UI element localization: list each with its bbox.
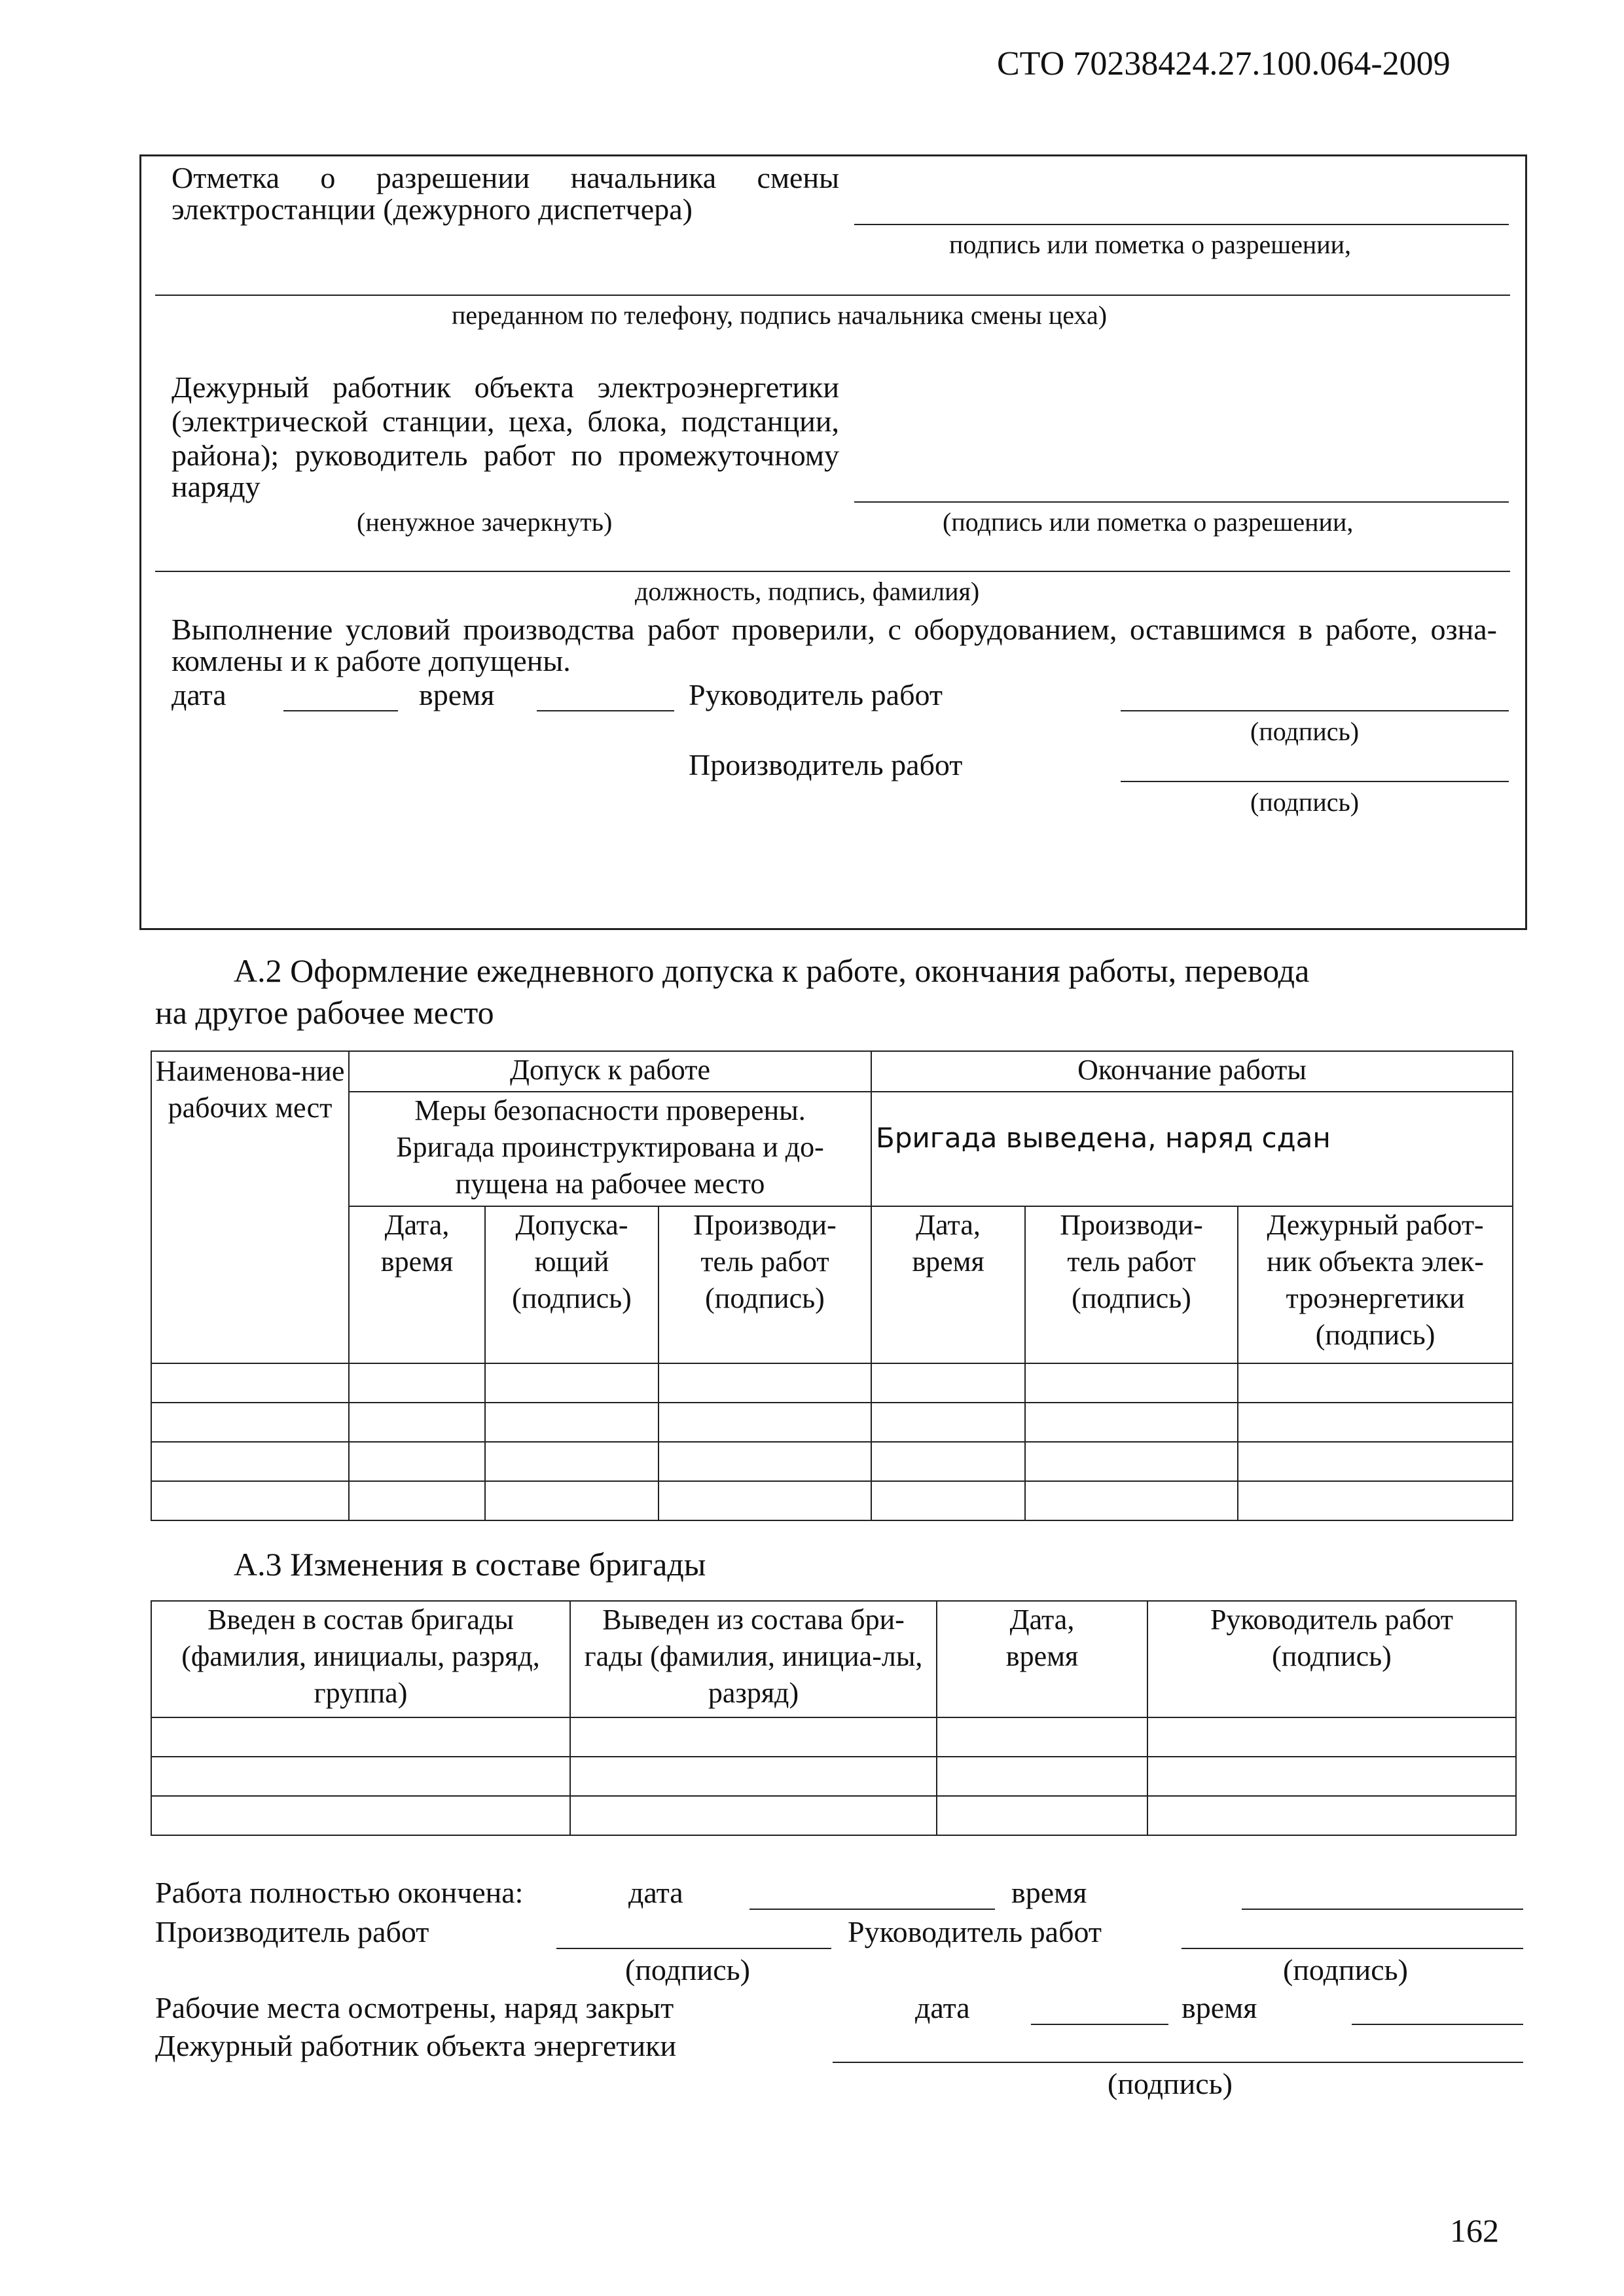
duty-worker-label-3: района); руководитель работ по промежуточному	[171, 439, 839, 472]
caption-signature-2: (подпись или пометка о разрешении,	[943, 507, 1354, 537]
date-line	[1031, 2024, 1168, 2025]
signature-caption: (подпись)	[1108, 2067, 1233, 2100]
time-line	[1352, 2024, 1523, 2025]
section-a2-title: А.2 Оформление ежедневного допуска к работе, окончания работы, перевода	[234, 952, 1310, 989]
col-added: Введен в состав бригады (фамилия, инициалы, разряд, группа)	[151, 1601, 570, 1717]
end-note: Бригада выведена, наряд сдан	[871, 1092, 1513, 1206]
table-cell[interactable]	[937, 1717, 1147, 1757]
table-cell[interactable]	[151, 1481, 349, 1520]
date-label: дата	[628, 1876, 683, 1909]
table-cell[interactable]	[349, 1363, 485, 1403]
signature-line	[854, 501, 1509, 503]
admission-table	[151, 1050, 1513, 1521]
duty-worker-label: Дежурный работник объекта энергетики	[155, 2029, 677, 2062]
group-admission: Допуск к работе	[349, 1051, 871, 1092]
leader-signature-line	[1121, 710, 1509, 711]
table-cell[interactable]	[659, 1481, 871, 1520]
brigade-changes-table	[151, 1600, 1517, 1836]
leader-label: Руководитель работ	[848, 1915, 1102, 1948]
signature-caption: (подпись)	[625, 1953, 750, 1986]
table-cell[interactable]	[1025, 1363, 1238, 1403]
table-cell[interactable]	[937, 1757, 1147, 1796]
col-datetime: Дата, время	[937, 1601, 1147, 1717]
duty-worker-label-1: Дежурный работник объекта электроэнергетики	[171, 370, 839, 404]
table-cell[interactable]	[659, 1403, 871, 1442]
table-cell[interactable]	[485, 1442, 659, 1481]
work-leader-label: Руководитель работ	[689, 678, 943, 711]
duty-worker-label-2: (электрической станции, цеха, блока, подстанции,	[171, 404, 839, 438]
work-complete-label: Работа полностью окончена:	[155, 1876, 524, 1909]
date-line	[749, 1909, 995, 1910]
time-label: время	[1182, 1991, 1257, 2024]
date-line	[283, 710, 398, 711]
strike-note: (ненужное зачеркнуть)	[357, 507, 613, 537]
col-leader: Руководитель работ (подпись)	[1147, 1601, 1516, 1717]
table-cell[interactable]	[349, 1442, 485, 1481]
table-cell[interactable]	[1238, 1481, 1513, 1520]
table-cell[interactable]	[151, 1403, 349, 1442]
table-cell[interactable]	[659, 1442, 871, 1481]
table-cell[interactable]	[871, 1403, 1025, 1442]
table-cell[interactable]	[485, 1363, 659, 1403]
table-cell[interactable]	[871, 1363, 1025, 1403]
table-row	[151, 1481, 1513, 1520]
table-cell[interactable]	[1238, 1442, 1513, 1481]
duty-signature-line	[833, 2062, 1523, 2063]
page-number: 162	[1450, 2212, 1499, 2249]
signature-caption: (подпись)	[1250, 717, 1360, 746]
col-removed: Выведен из состава бри-гады (фамилия, инициа-лы, разряд)	[570, 1601, 937, 1717]
table-cell[interactable]	[151, 1796, 570, 1835]
table-row	[151, 1796, 1516, 1835]
duty-worker-label-4: наряду	[171, 470, 261, 503]
full-line	[155, 571, 1510, 572]
table-cell[interactable]	[1025, 1481, 1238, 1520]
section-a3-title: А.3 Изменения в составе бригады	[234, 1546, 706, 1583]
signature-line	[854, 224, 1509, 225]
table-cell[interactable]	[1025, 1442, 1238, 1481]
table-cell[interactable]	[151, 1363, 349, 1403]
date-label: дата	[171, 678, 226, 711]
time-label: время	[1011, 1876, 1087, 1909]
time-line	[1242, 1909, 1523, 1910]
admission-measures: Меры безопасности проверены. Бригада проинструктирована и до-пущена на рабочее место	[349, 1092, 871, 1206]
table-cell[interactable]	[485, 1403, 659, 1442]
table-cell[interactable]	[570, 1757, 937, 1796]
table-cell[interactable]	[1238, 1403, 1513, 1442]
sub-date-1: Дата, время	[349, 1206, 485, 1363]
table-cell[interactable]	[151, 1442, 349, 1481]
table-cell[interactable]	[871, 1442, 1025, 1481]
date-label: дата	[915, 1991, 970, 2024]
shift-chief-label: Отметка о разрешении начальника смены	[171, 161, 839, 194]
sub-date-2: Дата, время	[871, 1206, 1025, 1363]
table-cell[interactable]	[659, 1363, 871, 1403]
full-line	[155, 295, 1510, 296]
producer-line	[556, 1948, 831, 1949]
table-cell[interactable]	[570, 1796, 937, 1835]
table-cell[interactable]	[570, 1717, 937, 1757]
producer-label: Производитель работ	[155, 1915, 429, 1948]
table-cell[interactable]	[1147, 1796, 1516, 1835]
time-line	[537, 710, 674, 711]
table-cell[interactable]	[151, 1757, 570, 1796]
table-cell[interactable]	[349, 1403, 485, 1442]
sub-producer-2: Производи-тель работ (подпись)	[1025, 1206, 1238, 1363]
table-row	[151, 1442, 1513, 1481]
table-cell[interactable]	[1025, 1403, 1238, 1442]
table-cell[interactable]	[485, 1481, 659, 1520]
caption-signature: подпись или пометка о разрешении,	[949, 230, 1352, 259]
table-cell[interactable]	[937, 1796, 1147, 1835]
table-row	[151, 1717, 1516, 1757]
caption-position: должность, подпись, фамилия)	[635, 577, 980, 606]
sub-producer-1: Производи-тель работ (подпись)	[659, 1206, 871, 1363]
sub-admitter: Допуска-ющий (подпись)	[485, 1206, 659, 1363]
table-cell[interactable]	[871, 1481, 1025, 1520]
producer-signature-line	[1121, 781, 1509, 782]
document-code: СТО 70238424.27.100.064-2009	[997, 45, 1451, 82]
sub-duty: Дежурный работ-ник объекта элек-троэнергетики (подпись)	[1238, 1206, 1513, 1363]
shift-chief-label-2: электростанции (дежурного диспетчера)	[171, 192, 693, 226]
table-cell[interactable]	[1238, 1363, 1513, 1403]
table-row	[151, 1363, 1513, 1403]
table-cell[interactable]	[1147, 1757, 1516, 1796]
signature-caption: (подпись)	[1250, 787, 1360, 817]
signature-caption: (подпись)	[1283, 1953, 1408, 1986]
table-cell[interactable]	[349, 1481, 485, 1520]
table-row	[151, 1403, 1513, 1442]
conditions-text: Выполнение условий производства работ проверили, с оборудованием, оставшимся в работе, озна-	[171, 613, 1497, 646]
section-a2-title-2: на другое рабочее место	[155, 994, 494, 1031]
closed-label: Рабочие места осмотрены, наряд закрыт	[155, 1991, 674, 2024]
caption-phone: переданном по телефону, подпись начальника смены цеха)	[452, 300, 1108, 330]
col-workplaces: Наименова-ние рабочих мест	[151, 1051, 349, 1363]
work-producer-label: Производитель работ	[689, 748, 963, 781]
table-cell[interactable]	[1147, 1717, 1516, 1757]
table-row	[151, 1757, 1516, 1796]
group-end: Окончание работы	[871, 1051, 1513, 1092]
table-cell[interactable]	[151, 1717, 570, 1757]
time-label: время	[419, 678, 495, 711]
conditions-text-2: комлены и к работе допущены.	[171, 644, 571, 677]
leader-line	[1182, 1948, 1523, 1949]
